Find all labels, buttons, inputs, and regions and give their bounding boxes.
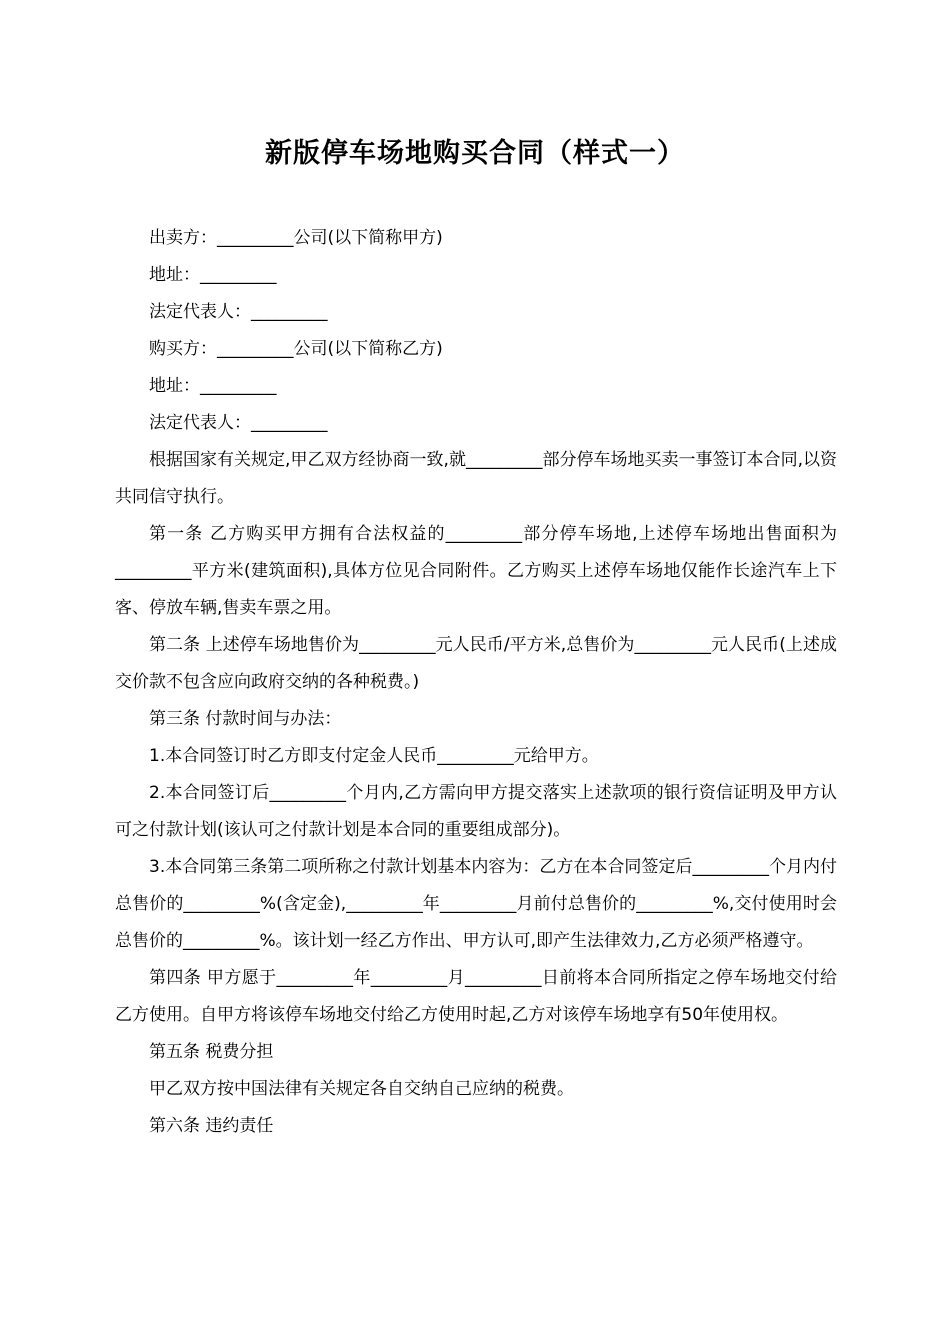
seller-line: 出卖方：_________公司(以下简称甲方) <box>149 228 443 248</box>
document-title: 新版停车场地购买合同（样式一） <box>265 138 685 169</box>
article-5-heading: 第五条 税费分担 <box>149 1042 274 1062</box>
article-3-item-3: 3.本合同第三条第二项所称之付款计划基本内容为：乙方在本合同签定后_________个月内付总售价的_________%(含定金),_________年_________月前付总售价的_________%,交付使用时会总售价的_________%。该计划一经乙方作出、甲方认可,即产生法律效力,乙方必须严格遵守。 <box>115 857 837 951</box>
article-4-paragraph: 第四条 甲方愿于_________年_________月_________日前将本合同所指定之停车场地交付给乙方使用。自甲方将该停车场地交付给乙方使用时起,乙方对该停车场地享有50年使用权。 <box>115 968 837 1025</box>
article-3-heading: 第三条 付款时间与办法： <box>149 709 342 729</box>
article-3-item-2: 2.本合同签订后_________个月内,乙方需向甲方提交落实上述款项的银行资信证明及甲方认可之付款计划(该认可之付款计划是本合同的重要组成部分)。 <box>115 783 837 840</box>
article-3-item-1: 1.本合同签订时乙方即支付定金人民币_________元给甲方。 <box>149 746 599 766</box>
buyer-representative-line: 法定代表人：_________ <box>149 413 328 433</box>
buyer-address-line: 地址：_________ <box>149 376 277 396</box>
seller-address-line: 地址：_________ <box>149 265 277 285</box>
contract-body <box>115 220 837 1145</box>
article-5-paragraph: 甲乙双方按中国法律有关规定各自交纳自己应纳的税费。 <box>149 1079 574 1099</box>
article-2-paragraph: 第二条 上述停车场地售价为_________元人民币/平方米,总售价为_________元人民币(上述成交价款不包含应向政府交纳的各种税费。) <box>115 635 837 692</box>
seller-representative-line: 法定代表人：_________ <box>149 302 328 322</box>
article-6-heading: 第六条 违约责任 <box>149 1116 274 1136</box>
preamble-paragraph: 根据国家有关规定,甲乙双方经协商一致,就_________部分停车场地买卖一事签订本合同,以资共同信守执行。 <box>115 450 837 507</box>
article-1-paragraph: 第一条 乙方购买甲方拥有合法权益的_________部分停车场地,上述停车场地出售面积为_________平方米(建筑面积),具体方位见合同附件。乙方购买上述停车场地仅能作长途汽车上下客、停放车辆,售卖车票之用。 <box>115 524 837 618</box>
buyer-line: 购买方：_________公司(以下简称乙方) <box>149 339 443 359</box>
